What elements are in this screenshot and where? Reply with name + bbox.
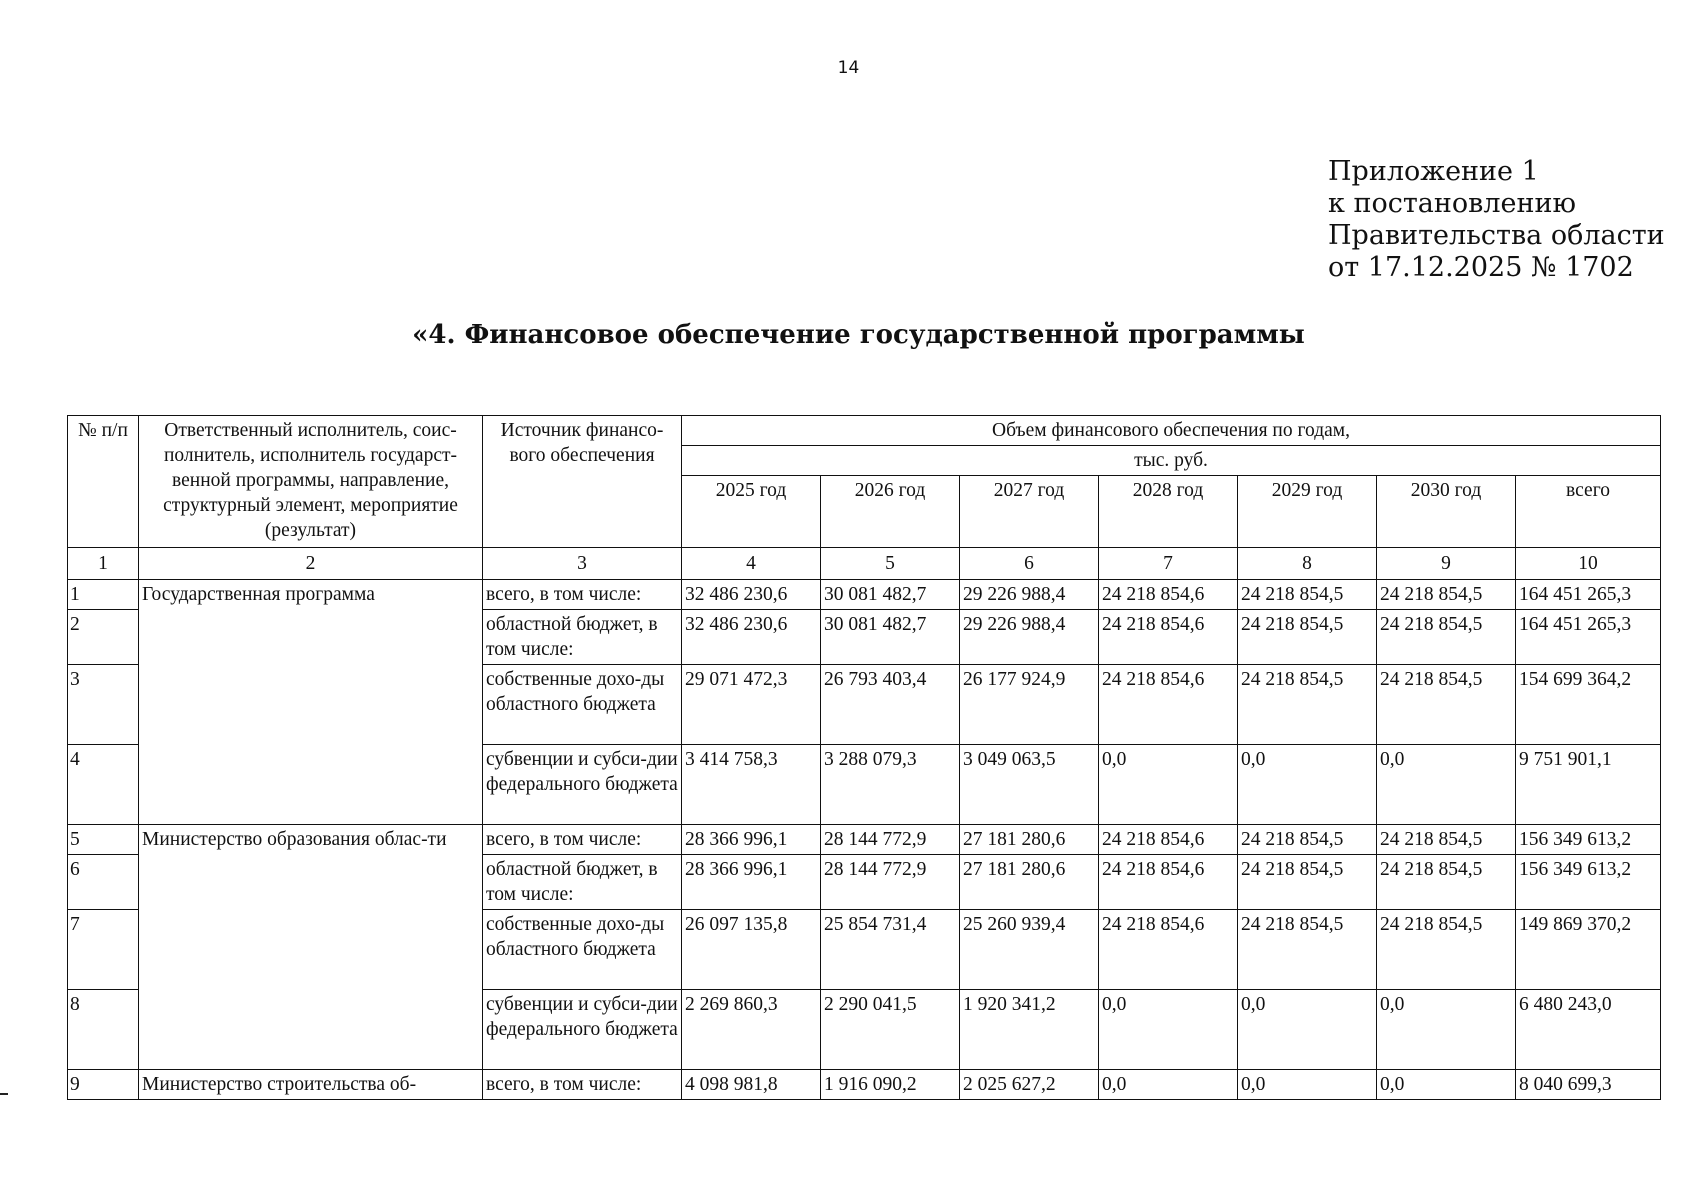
table-row <box>68 580 1661 610</box>
amount-cell: 26 097 135,8 <box>682 910 821 990</box>
amount-cell: 29 226 988,4 <box>960 610 1099 665</box>
header-number: № п/п <box>68 416 139 548</box>
source-cell: областной бюджет, в том числе: <box>483 610 682 665</box>
amount-cell: 1 920 341,2 <box>960 990 1099 1070</box>
amount-cell: 3 288 079,3 <box>821 745 960 825</box>
column-number: 1 <box>68 548 139 580</box>
table-body <box>68 416 1661 1100</box>
row-number: 5 <box>68 825 139 855</box>
header-year: 2027 год <box>960 476 1099 548</box>
total-cell: 6 480 243,0 <box>1516 990 1661 1070</box>
column-number: 5 <box>821 548 960 580</box>
amount-cell: 0,0 <box>1377 990 1516 1070</box>
amount-cell: 0,0 <box>1099 1070 1238 1100</box>
total-cell: 8 040 699,3 <box>1516 1070 1661 1100</box>
amount-cell: 26 177 924,9 <box>960 665 1099 745</box>
column-number: 4 <box>682 548 821 580</box>
row-number: 4 <box>68 745 139 825</box>
column-number: 3 <box>483 548 682 580</box>
amount-cell: 24 218 854,6 <box>1099 610 1238 665</box>
amount-cell: 26 793 403,4 <box>821 665 960 745</box>
amount-cell: 24 218 854,5 <box>1238 665 1377 745</box>
margin-mark <box>0 1093 8 1095</box>
amount-cell: 28 144 772,9 <box>821 825 960 855</box>
amount-cell: 24 218 854,5 <box>1238 610 1377 665</box>
executor-cell: Государственная программа <box>139 580 483 825</box>
amount-cell: 32 486 230,6 <box>682 580 821 610</box>
amount-cell: 28 366 996,1 <box>682 825 821 855</box>
row-number: 1 <box>68 580 139 610</box>
amount-cell: 24 218 854,6 <box>1099 580 1238 610</box>
amount-cell: 24 218 854,5 <box>1377 580 1516 610</box>
source-cell: субвенции и субси-дии федерального бюджета <box>483 745 682 825</box>
appendix-line-2: к постановлению <box>1328 188 1576 219</box>
table-row <box>68 1070 1661 1100</box>
amount-cell: 24 218 854,6 <box>1099 825 1238 855</box>
column-number: 10 <box>1516 548 1661 580</box>
column-number: 6 <box>960 548 1099 580</box>
executor-cell: Министерство образования облас-ти <box>139 825 483 1070</box>
amount-cell: 2 269 860,3 <box>682 990 821 1070</box>
header-total: всего <box>1516 476 1661 548</box>
amount-cell: 0,0 <box>1238 1070 1377 1100</box>
amount-cell: 24 218 854,5 <box>1238 910 1377 990</box>
amount-cell: 29 071 472,3 <box>682 665 821 745</box>
amount-cell: 24 218 854,5 <box>1377 910 1516 990</box>
amount-cell: 24 218 854,6 <box>1099 855 1238 910</box>
amount-cell: 24 218 854,6 <box>1099 910 1238 990</box>
amount-cell: 24 218 854,5 <box>1377 610 1516 665</box>
amount-cell: 0,0 <box>1099 990 1238 1070</box>
column-number: 8 <box>1238 548 1377 580</box>
column-number: 7 <box>1099 548 1238 580</box>
header-year: 2030 год <box>1377 476 1516 548</box>
amount-cell: 0,0 <box>1377 745 1516 825</box>
header-group-line1: Объем финансового обеспечения по годам, <box>682 416 1661 446</box>
header-year: 2029 год <box>1238 476 1377 548</box>
appendix-line-1: Приложение 1 <box>1328 156 1539 187</box>
source-cell: всего, в том числе: <box>483 825 682 855</box>
appendix-line-4: от 17.12.2025 № 1702 <box>1328 252 1634 283</box>
column-number: 9 <box>1377 548 1516 580</box>
financing-table <box>67 415 1661 1100</box>
amount-cell: 24 218 854,5 <box>1377 665 1516 745</box>
amount-cell: 0,0 <box>1238 990 1377 1070</box>
column-number: 2 <box>139 548 483 580</box>
table-row <box>68 825 1661 855</box>
amount-cell: 4 098 981,8 <box>682 1070 821 1100</box>
amount-cell: 32 486 230,6 <box>682 610 821 665</box>
amount-cell: 25 260 939,4 <box>960 910 1099 990</box>
row-number: 2 <box>68 610 139 665</box>
row-number: 9 <box>68 1070 139 1100</box>
amount-cell: 24 218 854,5 <box>1238 825 1377 855</box>
amount-cell: 30 081 482,7 <box>821 610 960 665</box>
amount-cell: 0,0 <box>1099 745 1238 825</box>
document-title: «4. Финансовое обеспечение государственной программы <box>412 320 1305 350</box>
header-year: 2026 год <box>821 476 960 548</box>
amount-cell: 28 144 772,9 <box>821 855 960 910</box>
source-cell: собственные дохо-ды областного бюджета <box>483 910 682 990</box>
header-source: Источник финансо-вого обеспечения <box>483 416 682 548</box>
total-cell: 154 699 364,2 <box>1516 665 1661 745</box>
row-number: 6 <box>68 855 139 910</box>
header-year: 2028 год <box>1099 476 1238 548</box>
source-cell: областной бюджет, в том числе: <box>483 855 682 910</box>
amount-cell: 24 218 854,5 <box>1377 855 1516 910</box>
header-executor: Ответственный исполнитель, соис-полнитель, исполнитель государст-венной программы, направление, структурный элемент, мероприятие (результат) <box>139 416 483 548</box>
source-cell: субвенции и субси-дии федерального бюджета <box>483 990 682 1070</box>
amount-cell: 27 181 280,6 <box>960 855 1099 910</box>
amount-cell: 27 181 280,6 <box>960 825 1099 855</box>
total-cell: 149 869 370,2 <box>1516 910 1661 990</box>
header-group-line2: тыс. руб. <box>682 446 1661 476</box>
amount-cell: 1 916 090,2 <box>821 1070 960 1100</box>
amount-cell: 28 366 996,1 <box>682 855 821 910</box>
amount-cell: 2 025 627,2 <box>960 1070 1099 1100</box>
amount-cell: 24 218 854,5 <box>1238 580 1377 610</box>
row-number: 7 <box>68 910 139 990</box>
row-number: 3 <box>68 665 139 745</box>
total-cell: 156 349 613,2 <box>1516 855 1661 910</box>
total-cell: 9 751 901,1 <box>1516 745 1661 825</box>
amount-cell: 0,0 <box>1238 745 1377 825</box>
header-row <box>68 416 1661 446</box>
column-numbers-row <box>68 548 1661 580</box>
appendix-line-3: Правительства области <box>1328 220 1665 251</box>
header-year: 2025 год <box>682 476 821 548</box>
amount-cell: 3 414 758,3 <box>682 745 821 825</box>
appendix-note <box>1328 156 1665 284</box>
executor-cell: Министерство строительства об- <box>139 1070 483 1100</box>
amount-cell: 24 218 854,6 <box>1099 665 1238 745</box>
amount-cell: 29 226 988,4 <box>960 580 1099 610</box>
row-number: 8 <box>68 990 139 1070</box>
amount-cell: 3 049 063,5 <box>960 745 1099 825</box>
amount-cell: 30 081 482,7 <box>821 580 960 610</box>
source-cell: всего, в том числе: <box>483 580 682 610</box>
total-cell: 164 451 265,3 <box>1516 580 1661 610</box>
total-cell: 164 451 265,3 <box>1516 610 1661 665</box>
amount-cell: 24 218 854,5 <box>1377 825 1516 855</box>
source-cell: собственные дохо-ды областного бюджета <box>483 665 682 745</box>
page-number: 14 <box>837 58 860 78</box>
amount-cell: 0,0 <box>1377 1070 1516 1100</box>
source-cell: всего, в том числе: <box>483 1070 682 1100</box>
amount-cell: 24 218 854,5 <box>1238 855 1377 910</box>
amount-cell: 2 290 041,5 <box>821 990 960 1070</box>
total-cell: 156 349 613,2 <box>1516 825 1661 855</box>
amount-cell: 25 854 731,4 <box>821 910 960 990</box>
